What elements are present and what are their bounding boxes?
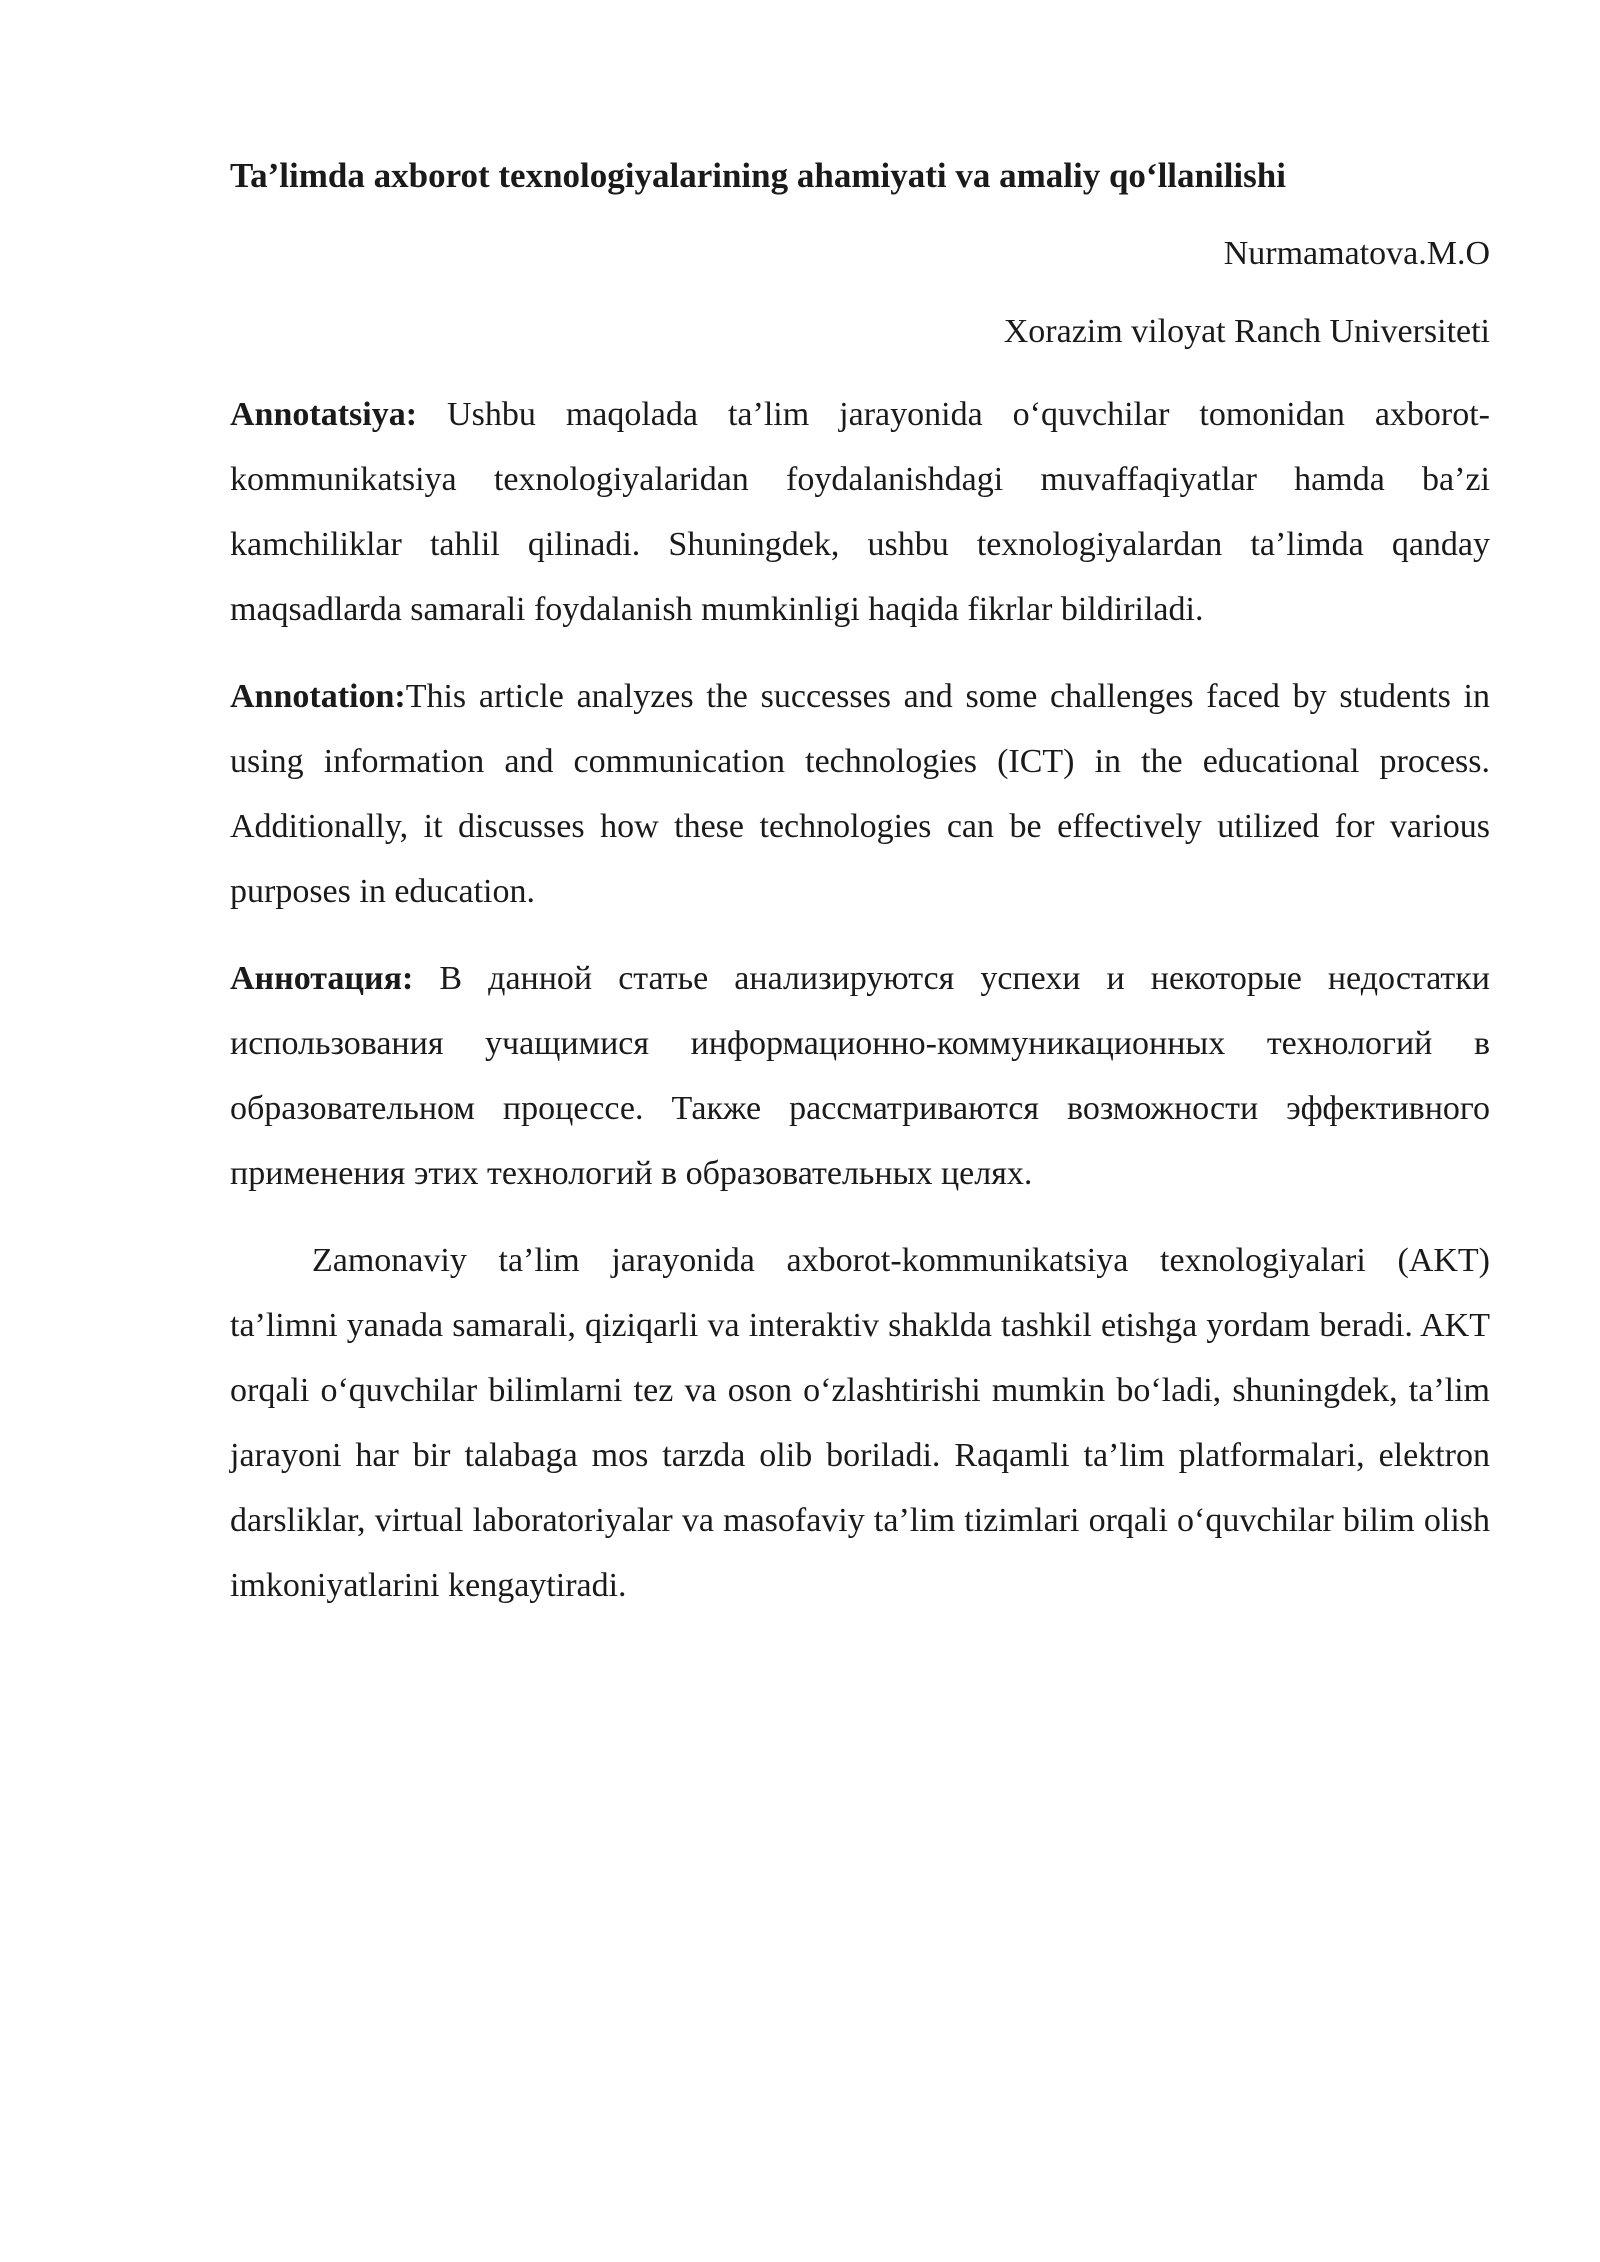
document-title: Ta’limda axborot texnologiyalarining ahamiyati va amaliy qo‘llanilishi	[230, 156, 1286, 195]
annotation-russian	[230, 946, 1490, 1206]
annotation-english-label: Annotation:	[230, 678, 406, 715]
annotation-uzbek-label: Annotatsiya:	[230, 396, 418, 433]
annotation-russian-label: Аннотация:	[230, 960, 414, 997]
annotation-russian-text: В данной статье анализируются успехи и некоторые недостатки использования учащимися информационно-коммуникационных технологий в образовательном процессе. Также рассматриваются возможности эффективного применения этих технологий в образовательных целях.	[230, 960, 1490, 1192]
annotation-english-text: This article analyzes the successes and some challenges faced by students in using information and communication technologies (ICT) in the educational process. Additionally, it discusses how these technologies can be effectively utilized for various purposes in education.	[230, 678, 1490, 910]
annotation-uzbek	[230, 382, 1490, 642]
author-affiliation: Xorazim viloyat Ranch Universiteti	[1003, 313, 1490, 350]
body-paragraph: Zamonaviy ta’lim jarayonida axborot-kommunikatsiya texnologiyalari (AKT) ta’limni yanada samarali, qiziqarli va interaktiv shaklda tashkil etishga yordam beradi. AKT orqali o‘quvchilar bilimlarni tez va oson o‘zlashtirishi mumkin bo‘ladi, shuningdek, ta’lim jarayoni har bir talabaga mos tarzda olib boriladi. Raqamli ta’lim platformalari, elektron darsliklar, virtual laboratoriyalar va masofaviy ta’lim tizimlari orqali o‘quvchilar bilim olish imkoniyatlarini kengaytiradi.	[230, 1242, 1490, 1604]
annotation-uzbek-text: Ushbu maqolada ta’lim jarayonida o‘quvchilar tomonidan axborot-kommunikatsiya texnologiyalaridan foydalanishdagi muvaffaqiyatlar hamda ba’zi kamchiliklar tahlil qilinadi. Shuningdek, ushbu texnologiyalardan ta’limda qanday maqsadlarda samarali foydalanish mumkinligi haqida fikrlar bildiriladi.	[230, 396, 1490, 628]
annotation-english	[230, 664, 1490, 924]
document-content	[230, 148, 1490, 1640]
author-name: Nurmamatova.M.O	[1223, 235, 1490, 272]
